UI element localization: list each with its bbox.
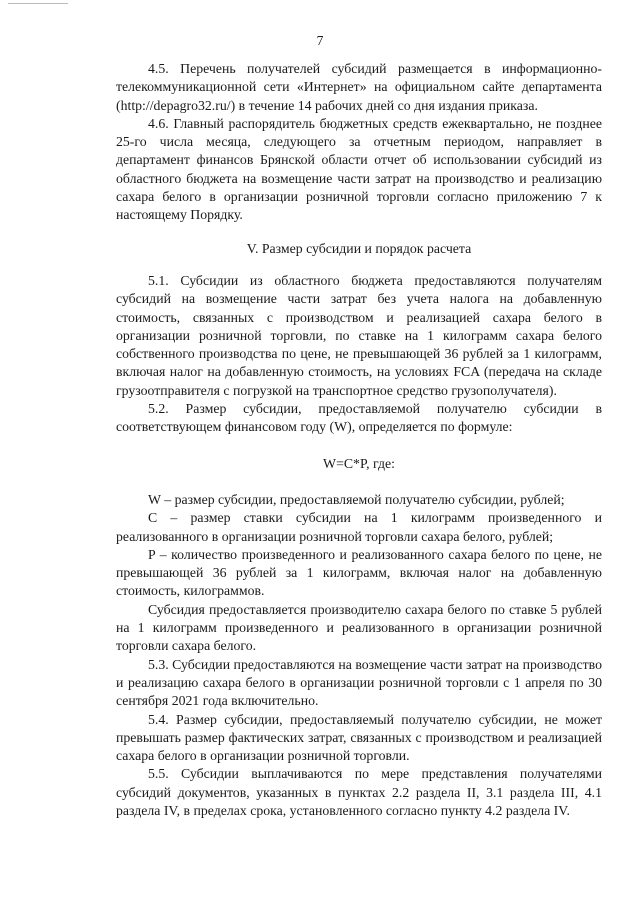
scan-edge-mark <box>8 3 68 4</box>
paragraph-5-1: 5.1. Субсидии из областного бюджета предоставляются получателям субсидий на возмещение части затрат без учета налога на добавленную стоимость, связанных с производством и реализацией сахара белого в организации розничной торговли, по ставке на 1 килограмм сахара белого собственного производства по цене, не превышающей 36 рублей за 1 килограмм, включая налог на добавленную стоимость, на условиях FCA (передача на складе грузоотправителя с погрузкой на транспортное средство грузополучателя). <box>116 272 602 398</box>
paragraph-5-5: 5.5. Субсидии выплачиваются по мере представления получателями субсидий документов, указанных в пунктах 2.2 раздела II, 3.1 раздела III, 4.1 раздела IV, в пределах срока, установленного согласно пункту 4.2 раздела IV. <box>116 766 602 818</box>
paragraph-subsidy-rate: Субсидия предоставляется производителю сахара белого по ставке 5 рублей на 1 килограмм произведенного и реализованного в организации розничной торговли сахара белого. <box>116 601 602 654</box>
paragraph-4-6: 4.6. Главный распорядитель бюджетных средств ежеквартально, не позднее 25-го числа месяца, следующего за отчетным периодом, направляет в департамент финансов Брянской области отчет об использовании субсидий из областного бюджета на возмещение части затрат на производство и реализацию сахара белого в организации розничной торговли согласно приложению 7 к настоящему Порядку. <box>116 115 602 223</box>
paragraph-5-4: 5.4. Размер субсидии, предоставляемый получателю субсидии, не может превышать размер фактических затрат, связанных с производством и реализацией сахара белого в организации розничной торговли. <box>116 711 602 764</box>
definition-w: W – размер субсидии, предоставляемой получателю субсидии, рублей; <box>148 491 565 507</box>
definition-p: P – количество произведенного и реализованного сахара белого по цене, не превышающей 36 рублей за 1 килограмм, включая налог на добавленную стоимость, килограммов. <box>116 546 602 599</box>
formula: W=C*P, где: <box>323 455 395 471</box>
definition-c: C – размер ставки субсидии на 1 килограмм произведенного и реализованного в организации розничной торговли сахара белого, рублей; <box>116 510 602 544</box>
paragraph-5-2: 5.2. Размер субсидии, предоставляемой получателю субсидии в соответствующем финансовом году (W), определяется по формуле: <box>116 401 602 435</box>
document-body <box>116 60 602 820</box>
section-title: V. Размер субсидии и порядок расчета <box>246 240 472 256</box>
paragraph-5-3: 5.3. Субсидии предоставляются на возмещение части затрат на производство и реализацию сахара белого в организации розничной торговли с 1 апреля по 30 сентября 2021 года включительно. <box>116 656 602 709</box>
paragraph-4-5: 4.5. Перечень получателей субсидий размещается в информационно-телекоммуникационной сети «Интернет» на официальном сайте департамента (http://depagro32.ru/) в течение 14 рабочих дней со дня издания приказа. <box>116 61 602 113</box>
page-number: 7 <box>316 33 324 48</box>
